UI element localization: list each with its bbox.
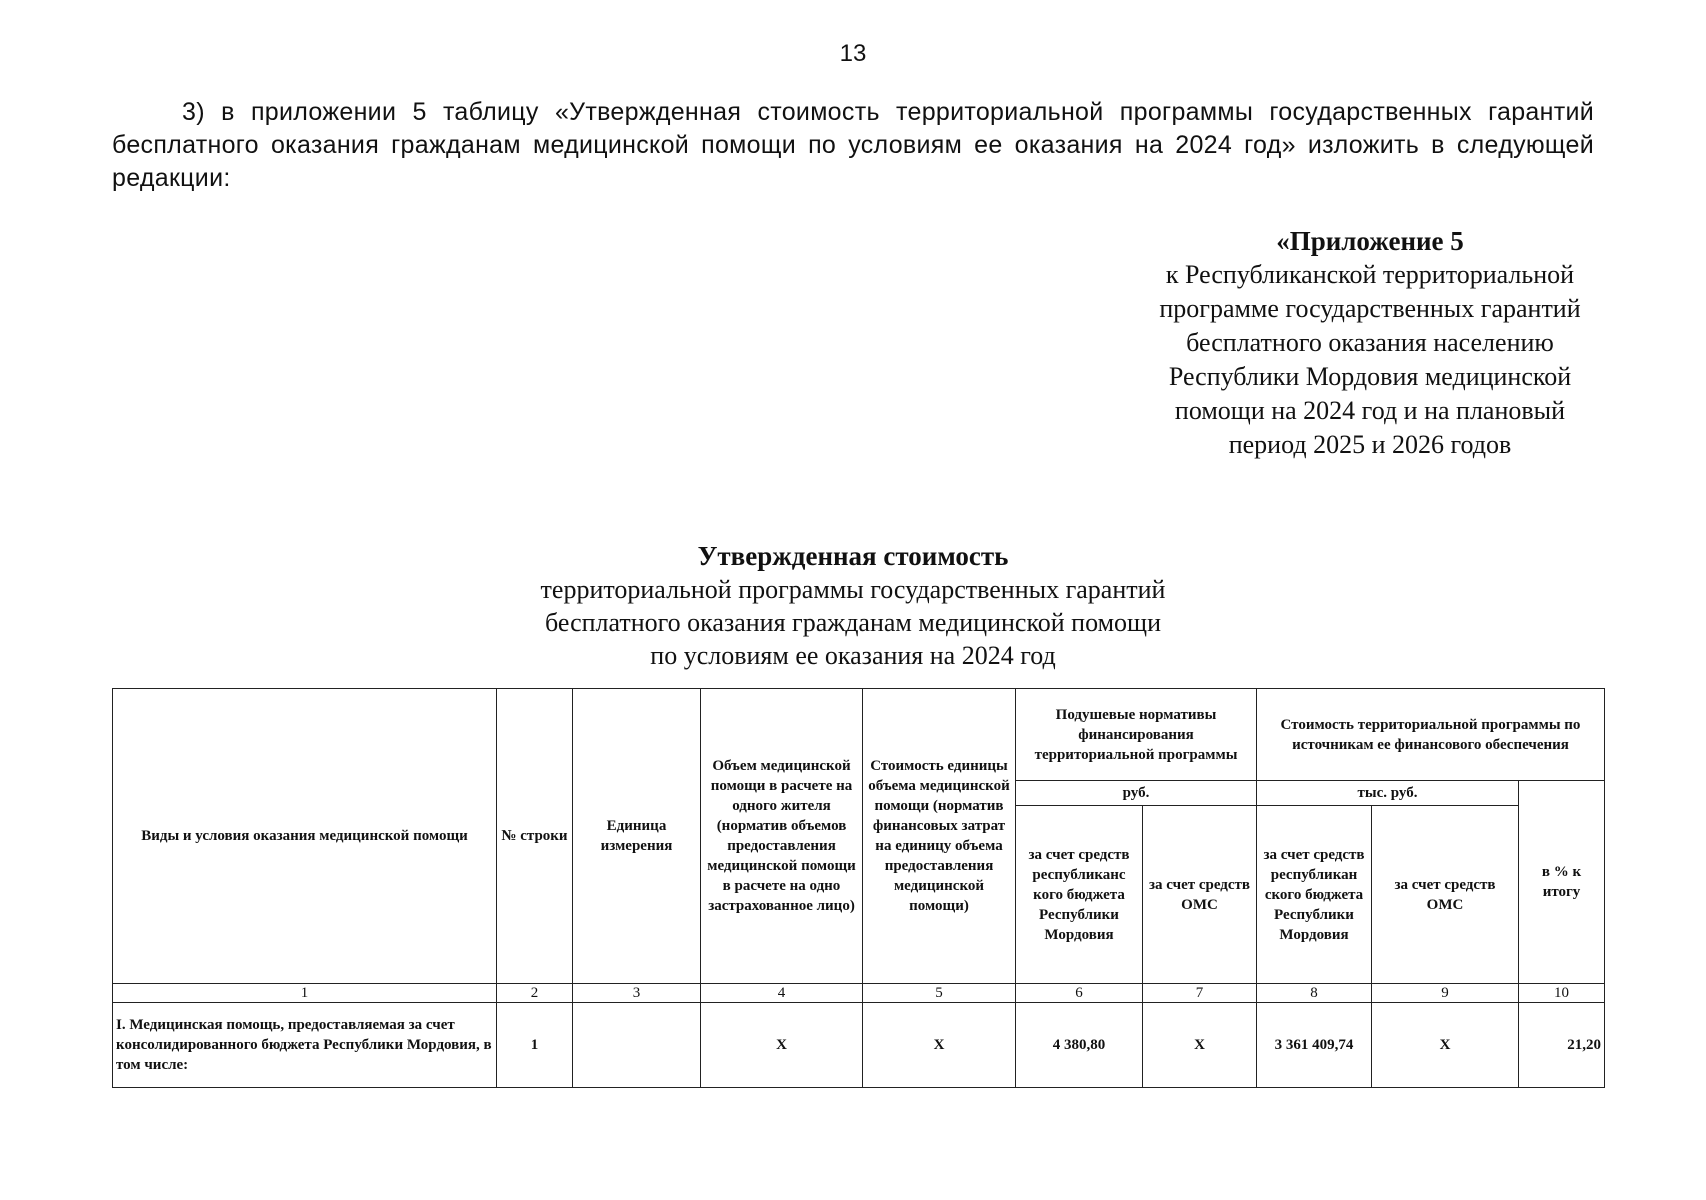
column-number: 2 (497, 984, 573, 1003)
header-row-number: № строки (497, 689, 573, 984)
row-volume: Х (701, 1003, 863, 1088)
row-cost-oms: Х (1372, 1003, 1519, 1088)
document-title (0, 540, 1706, 672)
row-unit (573, 1003, 701, 1088)
appendix-title: «Приложение 5 (1276, 226, 1464, 256)
column-number: 4 (701, 984, 863, 1003)
header-unit-cost: Стоимость единицы объема медицинской помощи (норматив финансовых затрат на единицу объема предоставления медицинской помощи) (863, 689, 1016, 984)
column-number: 3 (573, 984, 701, 1003)
appendix-line: программе государственных гарантий (1159, 294, 1581, 323)
header-cost-oms: за счет средств ОМС (1372, 806, 1519, 984)
appendix-line: бесплатного оказания населению (1186, 328, 1554, 357)
appendix-line: Республики Мордовия медицинской (1168, 362, 1572, 391)
header-per-capita-oms: за счет средств ОМС (1143, 806, 1257, 984)
column-number: 9 (1372, 984, 1519, 1003)
row-percent: 21,20 (1519, 1003, 1605, 1088)
row-name: I. Медицинская помощь, предоставляемая за счет консолидированного бюджета Республики Мордовия, в том числе: (113, 1003, 497, 1088)
page-number: 13 (839, 40, 867, 67)
column-number: 8 (1257, 984, 1372, 1003)
appendix-block (1100, 224, 1640, 462)
column-number: 10 (1519, 984, 1605, 1003)
row-number: 1 (497, 1003, 573, 1088)
row-unit-cost: Х (863, 1003, 1016, 1088)
row-per-capita-oms: Х (1143, 1003, 1257, 1088)
header-percent: в % к итогу (1519, 781, 1605, 984)
intro-paragraph: 3) в приложении 5 таблицу «Утвержденная стоимость территориальной программы государственных гарантий бесплатного оказания гражданам медицинской помощи по условиям ее оказания на 2024 год» изложить в следующей редакции: (112, 98, 1594, 192)
header-cost-group: Стоимость территориальной программы по источникам ее финансового обеспечения (1257, 689, 1605, 781)
column-number: 5 (863, 984, 1016, 1003)
document-title-line: бесплатного оказания гражданам медицинской помощи (545, 608, 1161, 637)
header-cost-unit: тыс. руб. (1257, 781, 1519, 806)
column-number: 1 (113, 984, 497, 1003)
header-per-capita-budget: за счет средств республиканс кого бюджета Республики Мордовия (1016, 806, 1143, 984)
appendix-line: к Республиканской территориальной (1165, 260, 1575, 289)
document-title-line: по условиям ее оказания на 2024 год (650, 641, 1056, 670)
table-row (113, 1003, 1605, 1088)
document-title-main: Утвержденная стоимость (697, 541, 1009, 571)
row-cost-budget: 3 361 409,74 (1257, 1003, 1372, 1088)
appendix-line: период 2025 и 2026 годов (1228, 430, 1512, 459)
header-per-capita-unit: руб. (1016, 781, 1257, 806)
column-number: 6 (1016, 984, 1143, 1003)
header-volume: Объем медицинской помощи в расчете на одного жителя (норматив объемов предоставления медицинской помощи в расчете на одно застрахованное лицо) (701, 689, 863, 984)
appendix-line: помощи на 2024 год и на плановый (1174, 396, 1566, 425)
header-per-capita-group: Подушевые нормативы финансирования территориальной программы (1016, 689, 1257, 781)
column-number: 7 (1143, 984, 1257, 1003)
row-per-capita-budget: 4 380,80 (1016, 1003, 1143, 1088)
document-title-line: территориальной программы государственных гарантий (540, 575, 1166, 604)
header-unit: Единица измерения (573, 689, 701, 984)
cost-table (112, 688, 1605, 1088)
header-kinds-conditions: Виды и условия оказания медицинской помощи (113, 689, 497, 984)
header-cost-budget: за счет средств республикан ского бюджета Республики Мордовия (1257, 806, 1372, 984)
column-number-row (113, 984, 1605, 1003)
